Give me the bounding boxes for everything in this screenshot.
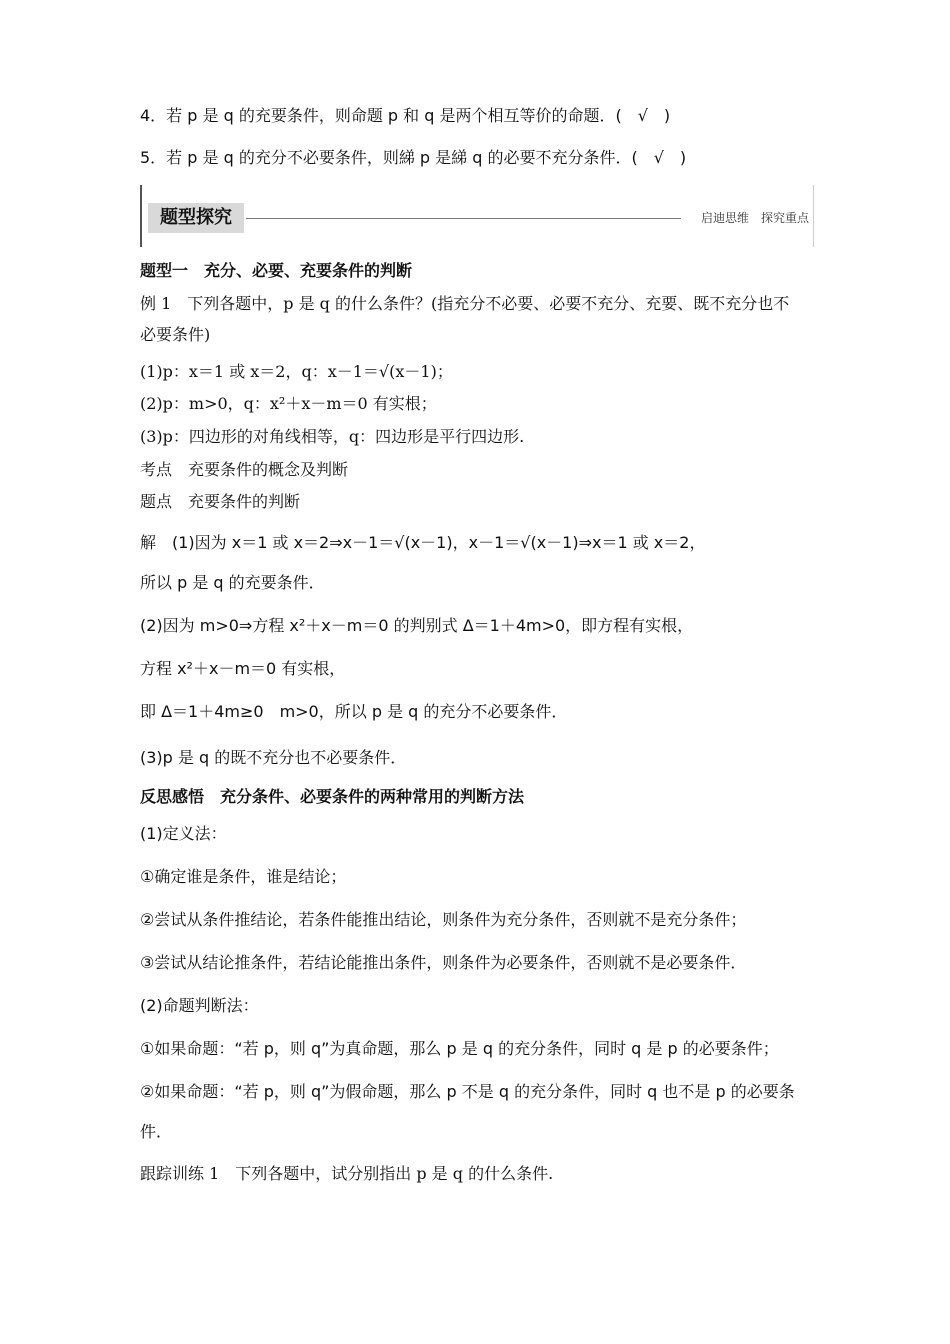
solution-1-conclusion: 所以 p 是 q 的充要条件． <box>140 573 325 592</box>
section-heading: 题型一 充分、必要、充要条件的判断 <box>140 261 413 280</box>
example-1-item-1: (1)p：x＝1 或 x＝2，q：x－1＝√(x－1)； <box>140 362 453 381</box>
solution-1: 解 (1)因为 x＝1 或 x＝2⇒x－1＝√(x－1)，x－1＝√(x－1)⇒x＝1 或 x＝2， <box>140 533 706 552</box>
solution-2: (2)因为 m>0⇒方程 x²＋x－m＝0 的判别式 Δ＝1＋4m>0，即方程有实根， <box>140 616 694 635</box>
example-1-item-3: (3)p：四边形的对角线相等，q：四边形是平行四边形. <box>140 427 525 446</box>
method-2-step-2a: ②如果命题：“若 p，则 q”为假命题，那么 p 不是 q 的充分条件，同时 q 也不是 p 的必要条 <box>140 1082 795 1101</box>
method-1-step-3: ③尝试从结论推条件，若结论能推出条件，则条件为必要条件，否则就不是必要条件． <box>140 953 747 972</box>
kaodian: 考点 充要条件的概念及判断 <box>140 460 349 479</box>
method-2-step-2b: 件． <box>140 1122 173 1141</box>
method-1: (1)定义法： <box>140 824 227 843</box>
line-1: 4．若 p 是 q 的充要条件，则命题 p 和 q 是两个相互等价的命题．( √ ) <box>140 106 671 125</box>
section-banner <box>140 185 814 247</box>
practice-1: 跟踪训练 1 下列各题中，试分别指出 p 是 q 的什么条件. <box>140 1164 554 1183</box>
banner-subtitle: 启迪思维 探究重点 <box>700 211 809 225</box>
solution-3: (3)p 是 q 的既不充分也不必要条件． <box>140 748 407 767</box>
banner-rule <box>246 218 681 219</box>
banner-title: 题型探究 <box>148 203 244 233</box>
example-1-line-b: 必要条件) <box>140 325 211 344</box>
method-1-step-1: ①确定谁是条件，谁是结论； <box>140 867 347 886</box>
method-2: (2)命题判断法： <box>140 996 259 1015</box>
method-2-step-1: ①如果命题：“若 p，则 q”为真命题，那么 p 是 q 的充分条件，同时 q 是 p 的必要条件； <box>140 1039 779 1058</box>
solution-2b: 方程 x²＋x－m＝0 有实根， <box>140 659 346 678</box>
example-1-line-a: 例 1 下列各题中，p 是 q 的什么条件？(指充分不必要、必要不充分、充要、既不充分也不 <box>140 294 790 313</box>
method-1-step-2: ②尝试从条件推结论，若条件能推出结论，则条件为充分条件，否则就不是充分条件； <box>140 910 747 929</box>
reflection-heading: 反思感悟 充分条件、必要条件的两种常用的判断方法 <box>140 787 525 806</box>
tidian: 题点 充要条件的判断 <box>140 492 301 511</box>
example-1-item-2: (2)p：m>0，q：x²＋x－m＝0 有实根； <box>140 394 437 413</box>
solution-2c: 即 Δ＝1＋4m≥0 m>0，所以 p 是 q 的充分不必要条件． <box>140 702 568 721</box>
line-2: 5．若 p 是 q 的充分不必要条件，则綈 p 是綈 q 的必要不充分条件．( √ ) <box>140 148 687 167</box>
